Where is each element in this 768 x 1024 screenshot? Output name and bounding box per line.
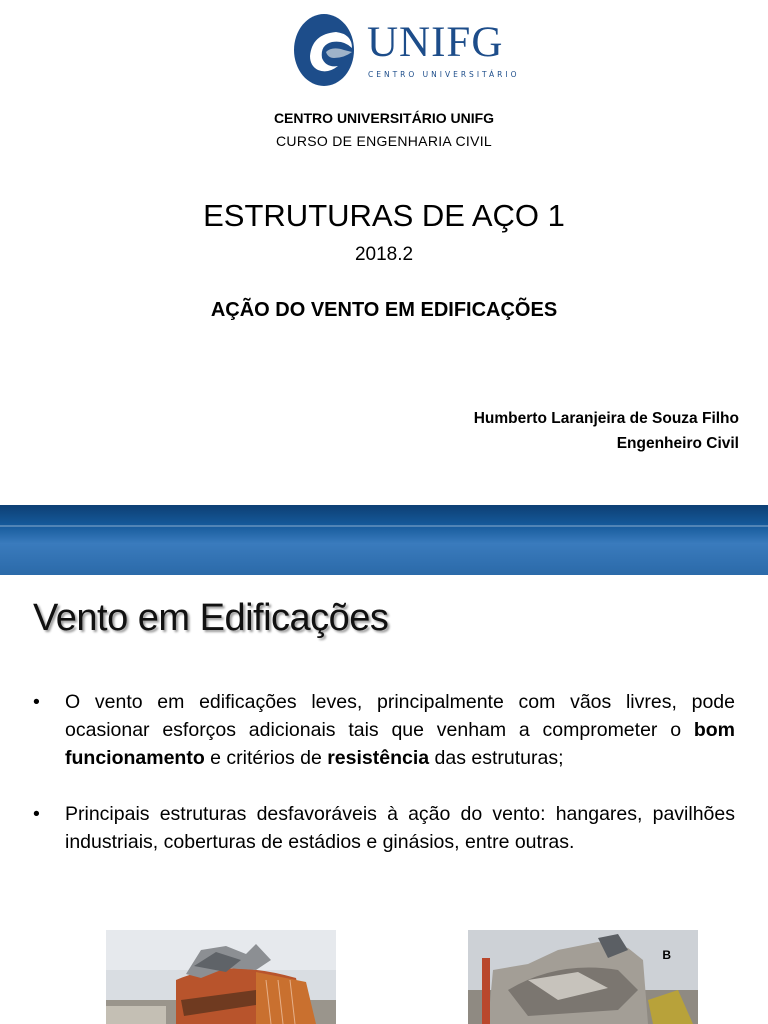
author-name: Humberto Laranjeira de Souza Filho: [473, 410, 739, 427]
collapsed-structure-photo: [468, 930, 698, 1024]
author-role: Engenheiro Civil: [616, 435, 739, 452]
damaged-hangar-photo: [106, 930, 336, 1024]
logo-wordmark: UNIFG: [367, 19, 504, 66]
slide-title: ESTRUTURAS DE AÇO 1: [203, 198, 565, 233]
photo-label: B: [662, 948, 671, 962]
course-name: CURSO DE ENGENHARIA CIVIL: [276, 133, 492, 149]
institution-name: CENTRO UNIVERSITÁRIO UNIFG: [273, 110, 495, 126]
title-slide: [0, 0, 768, 505]
content-slide-title: Vento em Edificações: [33, 597, 389, 639]
unifg-logo: [292, 12, 522, 88]
bullet-item: • O vento em edificações leves, principalmente com vãos livres, pode ocasionar esforços adicionais tais que venham a comprometer o bom funcionamento e critérios de resistência das estruturas;: [33, 688, 735, 772]
unifg-logo-emblem-icon: [292, 12, 356, 88]
content-slide: [0, 575, 768, 1024]
emphasis-text: resistência: [327, 747, 430, 769]
bullet-item: • Principais estruturas desfavoráveis à ação do vento: hangares, pavilhões industriais, coberturas de estádios e ginásios, entre outras.: [33, 800, 735, 856]
semester-year: 2018.2: [354, 244, 414, 265]
emphasis-text: bom funcionamento: [65, 719, 735, 769]
logo-subtitle: CENTRO UNIVERSITÁRIO: [368, 70, 520, 79]
slide-header-band: [0, 505, 768, 575]
slide-subtitle: AÇÃO DO VENTO EM EDIFICAÇÕES: [210, 299, 558, 321]
bullet-list: [33, 688, 735, 856]
